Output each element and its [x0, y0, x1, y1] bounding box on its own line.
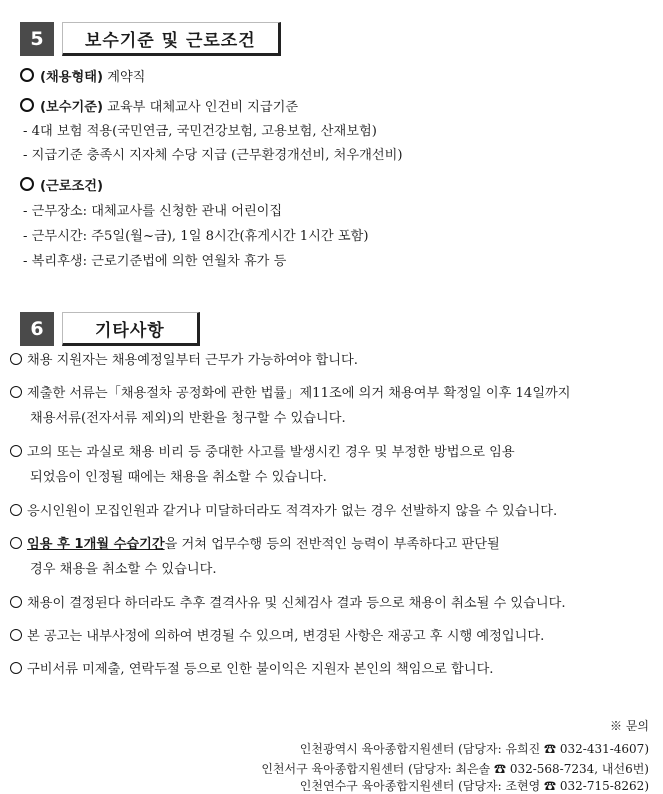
notice-text: 채용이 결정된다 하더라도 추후 결격사유 및 신체검사 결과 등으로 채용이 취소될 수 있습니다. [27, 596, 566, 611]
notice-text: 제출한 서류는「채용절차 공정화에 관한 법률」제11조에 의거 채용여부 확정일 이후 14일까지 [27, 386, 571, 401]
contact-text: 인천광역시 육아종합지원센터 (담당자: 유희진 [299, 742, 545, 756]
contact-line [300, 740, 649, 757]
notice-item [10, 624, 650, 649]
notice-text: 구비서류 미제출, 연락두절 등으로 인한 불이익은 지원자 본인의 책임으로 합니다. [27, 662, 494, 677]
section-5-number: 5 [20, 22, 54, 56]
contact-line [261, 760, 649, 777]
notice-item [10, 591, 650, 616]
section-6-number: 6 [20, 312, 54, 346]
contact-text: 인천서구 육아종합지원센터 (담당자: 최은솔 [261, 762, 494, 776]
work-bullet: - 근무시간: 주5일(월~금), 1일 8시간(휴게시간 1시간 포함) [23, 229, 369, 244]
pay-bullet: - 지급기준 충족시 지자체 수당 지급 (근무환경개선비, 처우개선비) [23, 148, 403, 163]
pay-text: 교육부 대체교사 인건비 지급기준 [103, 100, 299, 115]
notice-item [10, 499, 650, 524]
circle-bullet-icon [20, 177, 34, 191]
notice-text-continued: 되었음이 인정될 때에는 채용을 취소할 수 있습니다. [30, 470, 327, 485]
pay-label: (보수기준) [40, 100, 104, 115]
notice-item [10, 440, 650, 490]
contact-heading: ※ 문의 [610, 719, 649, 733]
circle-bullet-icon [20, 68, 34, 82]
employment-text: 계약직 [103, 70, 146, 85]
notice-item [10, 657, 650, 682]
phone-icon: ☎ [544, 742, 557, 756]
section-6-title: 기타사항 [62, 312, 200, 346]
work-bullet: - 근무장소: 대체교사를 신청한 관내 어린이집 [23, 204, 283, 219]
work-bullet: - 복리후생: 근로기준법에 의한 연월차 휴가 등 [23, 254, 287, 269]
contact-phone: 032-715-8262) [556, 779, 649, 793]
notice-text: 본 공고는 내부사정에 의하여 변경될 수 있으며, 변경된 사항은 재공고 후 시행 예정입니다. [27, 629, 545, 644]
work-conditions [20, 175, 103, 194]
pay-standard [20, 96, 298, 115]
contact-text: 인천연수구 육아종합지원센터 (담당자: 조현영 [299, 779, 545, 793]
employment-type [20, 66, 145, 85]
notice-item [10, 348, 650, 373]
notice-text: 고의 또는 과실로 채용 비리 등 중대한 사고를 발생시킨 경우 및 부정한 방법으로 임용 [27, 445, 515, 460]
notice-text: 을 거쳐 업무수행 등의 전반적인 능력이 부족하다고 판단될 [164, 537, 500, 552]
notice-text: 응시인원이 모집인원과 같거나 미달하더라도 적격자가 없는 경우 선발하지 않을 수 있습니다. [27, 504, 558, 519]
circle-bullet-icon [10, 629, 22, 641]
circle-bullet-icon [10, 445, 22, 457]
section-5-title: 보수기준 및 근로조건 [62, 22, 281, 56]
circle-bullet-icon [10, 386, 22, 398]
contact-phone: 032-568-7234, 내선6번) [506, 762, 649, 776]
pay-bullet: - 4대 보험 적용(국민연금, 국민건강보험, 고용보험, 산재보험) [23, 124, 377, 139]
contact-line [300, 777, 649, 794]
circle-bullet-icon [10, 537, 22, 549]
circle-bullet-icon [10, 353, 22, 365]
probation-emphasis: 임용 후 1개월 수습기간 [27, 537, 165, 552]
work-label: (근로조건) [40, 179, 104, 194]
section-5-header [20, 22, 281, 56]
circle-bullet-icon [10, 662, 22, 674]
phone-icon: ☎ [493, 762, 506, 776]
employment-label: (채용형태) [40, 70, 104, 85]
contact-phone: 032-431-4607) [556, 742, 649, 756]
circle-bullet-icon [20, 98, 34, 112]
notice-text-continued: 채용서류(전자서류 제외)의 반환을 청구할 수 있습니다. [30, 411, 346, 426]
circle-bullet-icon [10, 504, 22, 516]
notice-text: 채용 지원자는 채용예정일부터 근무가 가능하여야 합니다. [27, 353, 358, 368]
phone-icon: ☎ [544, 779, 557, 793]
notice-item [10, 381, 650, 431]
notice-item [10, 532, 650, 582]
section-6-header [20, 312, 200, 346]
circle-bullet-icon [10, 596, 22, 608]
notice-text-continued: 경우 채용을 취소할 수 있습니다. [30, 562, 217, 577]
